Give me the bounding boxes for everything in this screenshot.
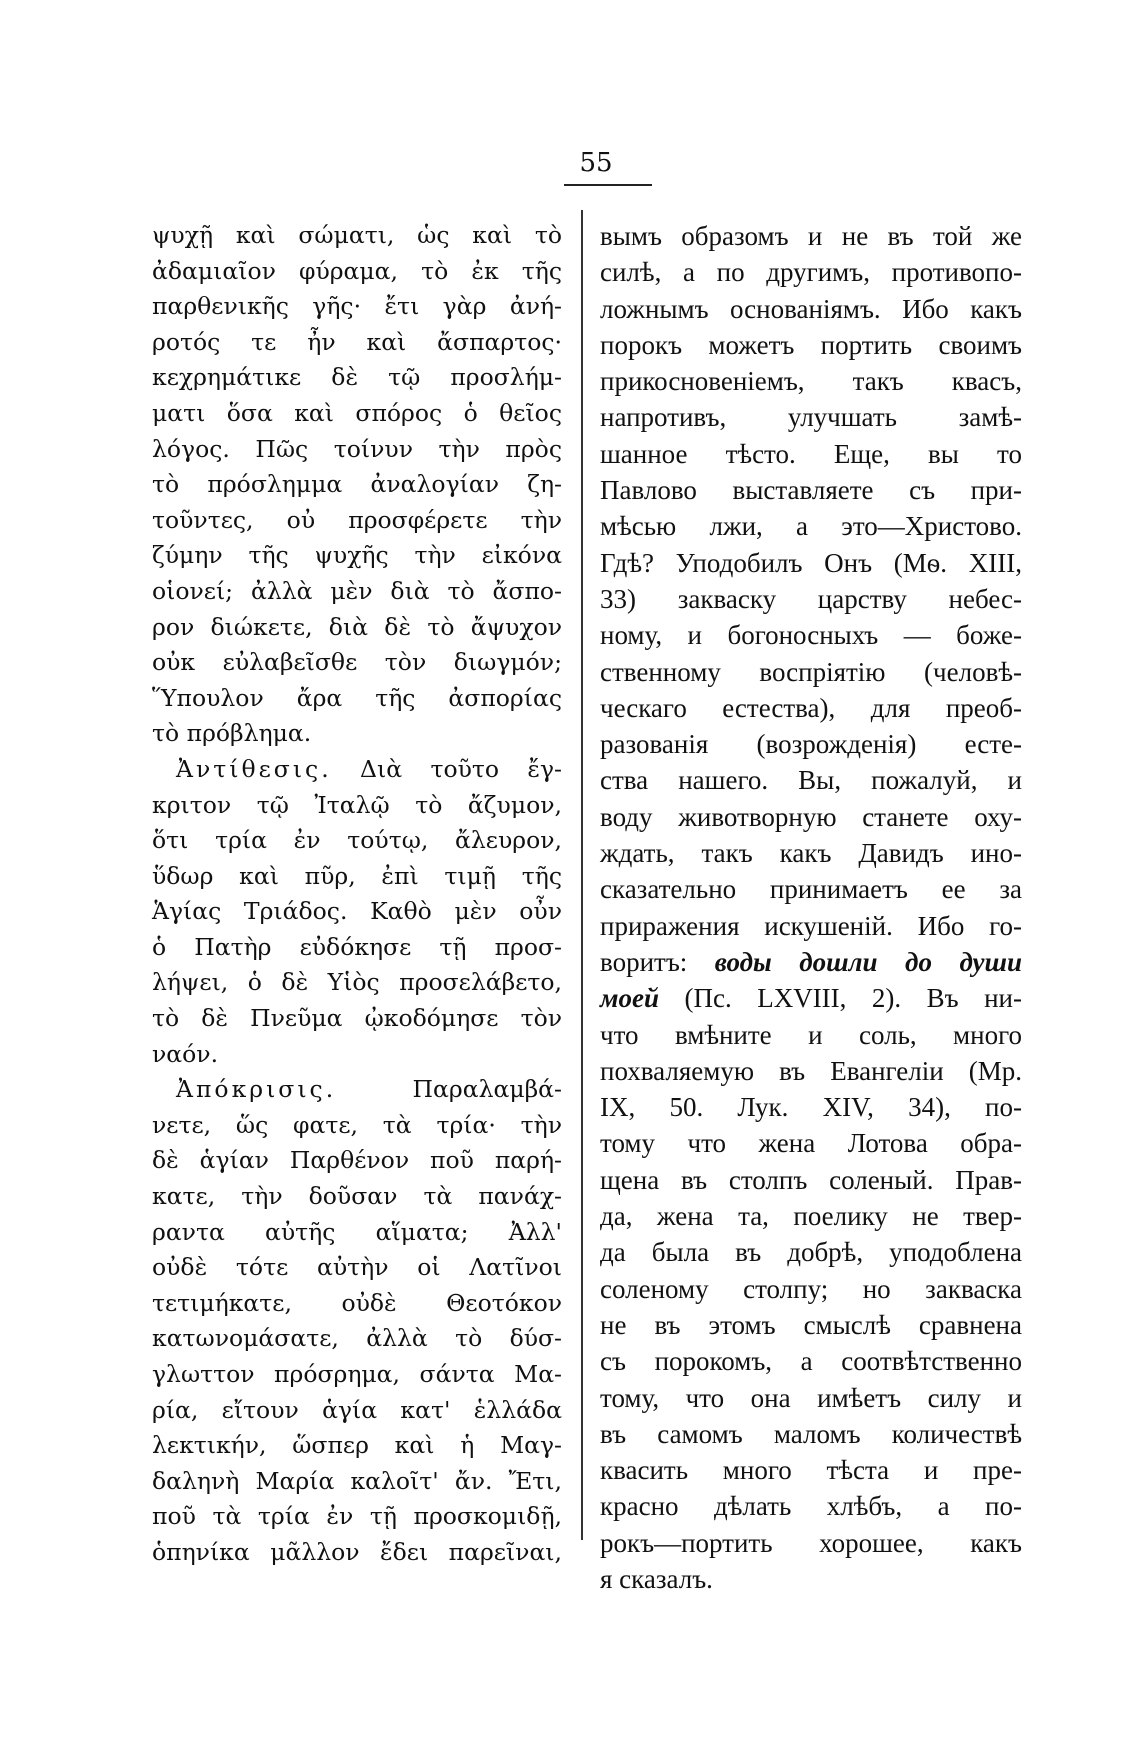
russian-line: красно дѣлать хлѣбъ, а по- (600, 1491, 1022, 1522)
page-number: 55 (579, 148, 613, 178)
column-divider (581, 210, 583, 1540)
greek-line: τὸ δὲ Πνεῦμα ᾠκοδόμησε τὸν (152, 1004, 562, 1033)
russian-line: рокъ—портить хорошее, какъ (600, 1527, 1022, 1558)
russian-column (600, 218, 1022, 1597)
russian-line: квасить много тѣста и пре- (600, 1455, 1022, 1486)
greek-line: ζύμην τῆς ψυχῆς τὴν εἰκόνα (152, 541, 562, 570)
russian-line: порокъ можетъ портить своимъ (600, 329, 1022, 360)
header-rule (564, 184, 652, 186)
greek-line: ὁ Πατὴρ εὐδόκησε τῇ προσ- (152, 932, 562, 961)
greek-line: οἱονεί; ἀλλὰ μὲν διὰ τὸ ἄσπο- (152, 576, 562, 605)
answer-heading-line (152, 1072, 562, 1108)
russian-line: напротивъ, улучшать замѣ- (600, 402, 1022, 433)
greek-line: ὕδωρ καὶ πῦρ, ἐπὶ τιμῇ τῆς (152, 861, 562, 890)
greek-line: ἀδαμιαῖον φύραμα, τὸ ἐκ τῆς (152, 256, 562, 285)
russian-line: ственному воспріятію (человѣ- (600, 656, 1022, 687)
greek-line: ματι ὅσα καὶ σπόρος ὁ θεῖος (152, 398, 562, 427)
greek-line: τὸ πρόβλημα. (152, 719, 312, 748)
greek-line: λεκτικήν, ὥσπερ καὶ ἡ Μαγ- (152, 1431, 562, 1460)
russian-line: ждать, такъ какъ Давидъ ино- (600, 838, 1022, 869)
russian-line: ложнымъ основаніямъ. Ибо какъ (600, 293, 1022, 324)
russian-line: Гдѣ? Уподобилъ Онъ (Мѳ. XIII, (600, 547, 1022, 578)
greek-line: νετε, ὥς φατε, τὰ τρία· τὴν (152, 1110, 562, 1139)
russian-line: Павлово выставляете съ при- (600, 475, 1022, 506)
antithesis-heading-line (152, 752, 562, 788)
russian-line: шанное тѣсто. Еще, вы то (600, 438, 1022, 469)
russian-line: ческаго естества), для преоб- (600, 692, 1022, 723)
greek-line: ὁπηνίκα μᾶλλον ἔδει παρεῖναι, (152, 1537, 562, 1566)
answer-label: Ἀπόκρισις. (176, 1075, 337, 1104)
russian-line: не въ этомъ смыслѣ сравнена (600, 1309, 1022, 1340)
greek-line: ψυχῇ καὶ σώματι, ὡς καὶ τὸ (152, 221, 562, 249)
greek-line: ρία, εἴτουν ἁγία κατ' ἑλλάδα (152, 1395, 562, 1424)
russian-line: что вмѣните и соль, много (600, 1019, 1022, 1050)
greek-line: ὅτι τρία ἐν τούτῳ, ἄλευρον, (152, 826, 562, 855)
russian-line: тому, что она имѣетъ силу и (600, 1382, 1022, 1413)
greek-line: παρθενικῆς γῆς· ἔτι γὰρ ἀνή- (152, 292, 562, 321)
greek-line: τετιμήκατε, οὐδὲ Θεοτόκον (152, 1288, 562, 1317)
greek-line: ρον διώκετε, διὰ δὲ τὸ ἄψυχον (152, 612, 562, 641)
russian-line: я сказалъ. (600, 1563, 713, 1594)
russian-line: ному, и богоносныхъ — боже- (600, 620, 1022, 651)
russian-line: силѣ, а по другимъ, противопо- (600, 257, 1022, 288)
psalm-quote-end: моей (600, 983, 659, 1014)
russian-line: приражения искушеній. Ибо го- (600, 910, 1022, 941)
russian-line: разованія (возрожденія) есте- (600, 729, 1022, 760)
greek-line: ναόν. (152, 1039, 219, 1068)
greek-line: οὐκ εὐλαβεῖσθε τὸν διωγμόν; (152, 648, 562, 677)
greek-line: ποῦ τὰ τρία ἐν τῇ προσκομιδῇ, (152, 1502, 562, 1531)
russian-line: да была въ добрѣ, уподоблена (600, 1237, 1022, 1268)
quote-suffix: (Пс. LXVIII, 2). Въ ни- (659, 983, 1022, 1014)
psalm-quote: воды дошли до души (714, 946, 1022, 977)
greek-line: κατωνομάσατε, ἀλλὰ τὸ δύσ- (152, 1324, 562, 1353)
russian-line: воду животворную станете оху- (600, 801, 1022, 832)
greek-line: κατε, τὴν δοῦσαν τὰ πανάχ- (152, 1182, 562, 1211)
greek-line: λήψει, ὁ δὲ Υἱὸς προσελάβετο, (152, 968, 562, 997)
greek-line: οὐδὲ τότε αὐτὴν οἱ Λατῖνοι (152, 1253, 562, 1282)
greek-line: κεχρημάτικε δὲ τῷ προσλήμ- (152, 363, 562, 392)
russian-line: ства нашего. Вы, пожалуй, и (600, 765, 1022, 796)
greek-line: ραντα αὐτῆς αἵματα; Ἀλλ' (152, 1217, 562, 1246)
russian-line: прикосновеніемъ, такъ квасъ, (600, 366, 1022, 397)
greek-line: ροτός τε ἦν καὶ ἄσπαρτος· (152, 327, 562, 356)
greek-line-rest: Διὰ τοῦτο ἔγ- (360, 754, 562, 783)
greek-line: γλωττον πρόσρημα, σάντα Μα- (152, 1360, 562, 1388)
russian-line: въ самомъ маломъ количествѣ (600, 1418, 1022, 1449)
russian-line: похваляемую въ Евангеліи (Мр. (600, 1055, 1022, 1086)
russian-line: сказательно принимаетъ ее за (600, 874, 1022, 905)
russian-quote-line-2 (600, 980, 1022, 1016)
russian-line: мѣсью лжи, а это—Христово. (600, 511, 1022, 542)
russian-line: вымъ образомъ и не въ той же (600, 221, 1022, 251)
greek-line: λόγος. Πῶς τοίνυν τὴν πρὸς (152, 434, 562, 463)
russian-line: да, жена та, поелику не твер- (600, 1201, 1022, 1232)
russian-line: IX, 50. Лук. XIV, 34), по- (600, 1092, 1022, 1123)
greek-line: κριτον τῷ Ἰταλῷ τὸ ἄζυμον, (152, 790, 562, 819)
russian-line: тому что жена Лотова обра- (600, 1128, 1022, 1159)
greek-line: δὲ ἁγίαν Παρθένον ποῦ παρή- (152, 1146, 562, 1175)
russian-quote-line-1 (600, 944, 1022, 980)
russian-line: 33) закваску царству небес- (600, 583, 1022, 614)
quote-prefix: воритъ: (600, 946, 715, 977)
antithesis-label: Ἀντίθεσις. (176, 754, 332, 783)
greek-line-rest: Παραλαμβά- (412, 1075, 562, 1104)
greek-line: Ἁγίας Τριάδος. Καθὸ μὲν οὖν (152, 897, 562, 926)
greek-line: τὸ πρόσλημμα ἀναλογίαν ζη- (152, 470, 562, 499)
russian-line: щена въ столпъ соленый. Прав- (600, 1164, 1022, 1195)
greek-line: δαληνὴ Μαρία καλοῖτ' ἄν. Ἔτι, (152, 1466, 562, 1495)
greek-line: τοῦντες, οὐ προσφέρετε τὴν (152, 505, 562, 534)
russian-line: соленому столпу; но закваска (600, 1273, 1022, 1304)
greek-column (152, 218, 562, 1571)
greek-line: Ὕπουλον ἄρα τῆς ἀσπορίας (152, 683, 562, 712)
russian-line: съ порокомъ, а соотвѣтственно (600, 1346, 1022, 1377)
